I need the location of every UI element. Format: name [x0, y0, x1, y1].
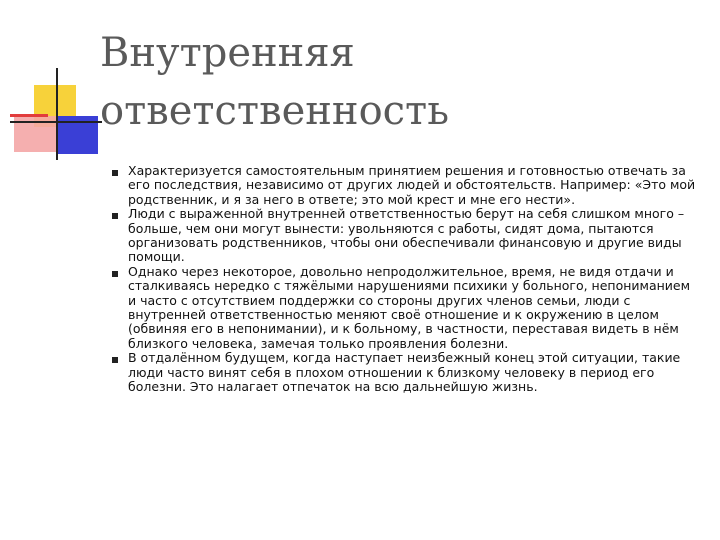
slide-title — [100, 24, 449, 140]
list-item — [112, 265, 702, 351]
list-item-text: Люди с выраженной внутренней ответственностью берут на себя слишком много – больше, чем они могут вынести: увольняются с работы, сидят дома, пытаются организовать родственников, чтобы они обеспечивали финансовую и другие виды помощи. — [128, 206, 685, 265]
red-line-decoration — [10, 114, 48, 117]
horizontal-line-decoration — [10, 121, 102, 123]
list-item-text: В отдалённом будущем, когда наступает неизбежный конец этой ситуации, такие люди часто винят себя в плохом отношении к близкому человеку в период его болезни. Это налагает отпечаток на всю дальнейшую жизнь. — [128, 350, 681, 395]
square-bullet-icon — [112, 213, 118, 219]
list-item — [112, 207, 702, 265]
square-bullet-icon — [112, 271, 118, 277]
list-item-text: Характеризуется самостоятельным принятием решения и готовностью отвечать за его последствия, независимо от других людей и обстоятельств. Например: «Это мой родственник, и я за него в ответе; это мой крест и мне его нести». — [128, 163, 696, 207]
bullet-list — [112, 164, 702, 395]
square-bullet-icon — [112, 357, 118, 363]
title-line-2: ответственность — [100, 88, 449, 134]
list-item — [112, 164, 702, 207]
square-bullet-icon — [112, 170, 118, 176]
vertical-line-decoration — [56, 68, 58, 160]
title-line-1: Внутренняя — [100, 30, 355, 76]
list-item — [112, 351, 702, 394]
list-item-text: Однако через некоторое, довольно непродолжительное, время, не видя отдачи и сталкиваясь нередко с тяжёлыми нарушениями психики у больного, непониманием и часто с отсутствием поддержки со стороны других членов семьи, люди с внутренней ответственностью меняют своё отношение и к окружению в целом (обвиняя его в непонимании), и к больному, в частности, переставая видеть в нём близкого человека, замечая только проявления болезни. — [128, 263, 691, 351]
